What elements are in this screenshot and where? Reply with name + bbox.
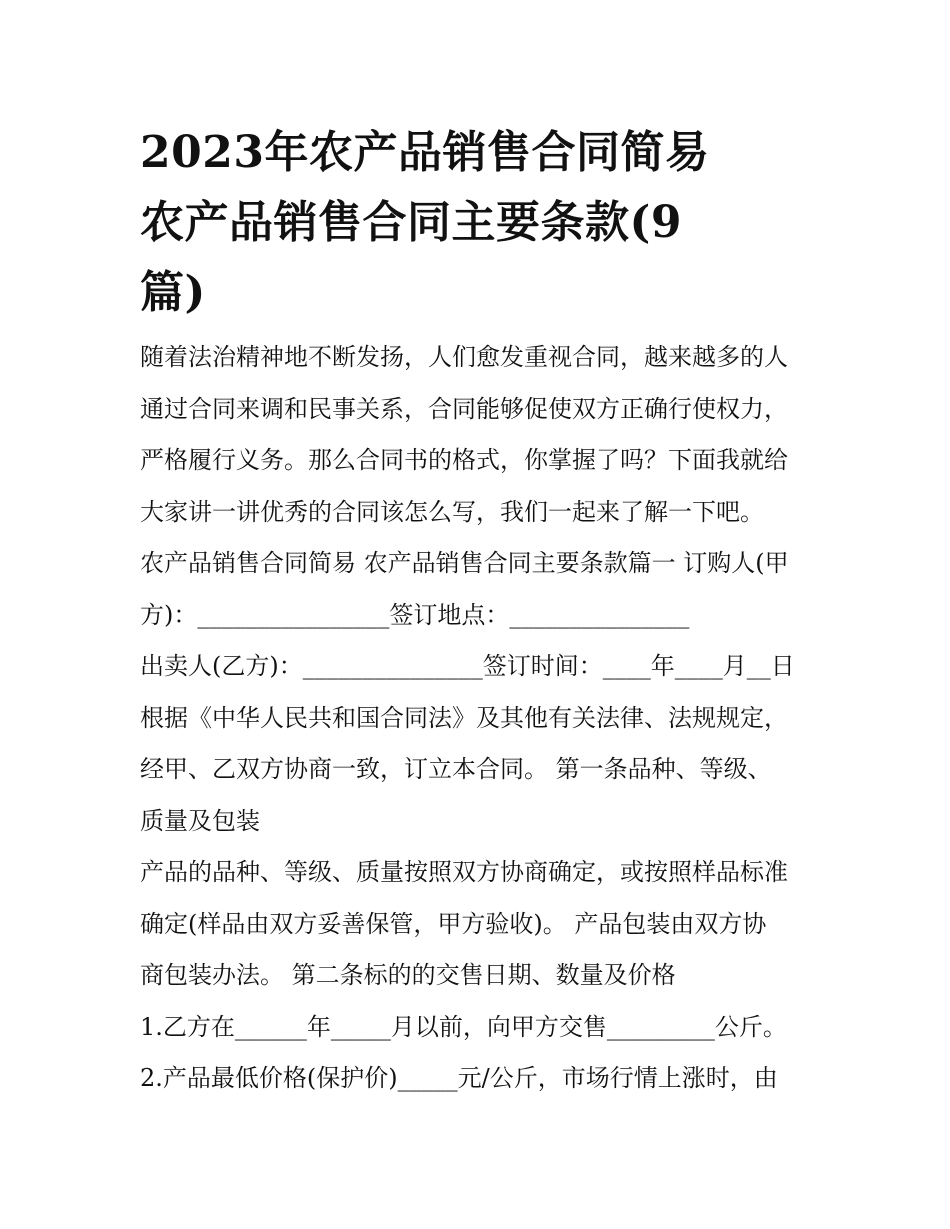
body-line: 随着法治精神地不断发扬，人们愈发重视合同，越来越多的人: [140, 343, 788, 371]
body-line: 商包装办法。 第二条标的的交售日期、数量及价格: [140, 961, 676, 989]
document-body: [140, 332, 820, 1105]
document-page: [140, 118, 820, 1105]
body-line: 大家讲一讲优秀的合同该怎么写，我们一起来了解一下吧。: [140, 497, 764, 526]
title-line-3: 篇): [140, 267, 206, 318]
body-line: 质量及包装: [140, 806, 260, 835]
body-line: 2.产品最低价格(保护价)_____元/公斤，市场行情上涨时，由: [140, 1064, 778, 1092]
body-line: 产品的品种、等级、质量按照双方协商确定，或按照样品标准: [140, 858, 788, 886]
body-line: 经甲、乙双方协商一致，订立本合同。 第一条品种、等级、: [140, 755, 772, 783]
body-line: 通过合同来调和民事关系，合同能够促使双方正确行使权力，: [140, 394, 788, 423]
title-line-2: 农产品销售合同主要条款(9: [140, 197, 682, 248]
body-line: 出卖人(乙方)：_______________签订时间：____年____月__日: [140, 652, 795, 680]
title-line-1: 2023年农产品销售合同简易: [140, 127, 710, 178]
body-line: 确定(样品由双方妥善保管，甲方验收)。 产品包装由双方协: [140, 909, 767, 938]
body-line: 根据《中华人民共和国合同法》及其他有关法律、法规规定，: [140, 703, 788, 732]
body-line: 严格履行义务。那么合同书的格式，你掌握了吗？下面我就给: [140, 446, 788, 474]
document-title: [140, 118, 820, 328]
body-line: 农产品销售合同简易 农产品销售合同主要条款篇一 订购人(甲: [140, 549, 789, 577]
body-line: 方)：________________签订地点：_______________: [140, 600, 690, 629]
body-line: 1.乙方在______年_____月以前，向甲方交售_________公斤。: [140, 1012, 787, 1041]
